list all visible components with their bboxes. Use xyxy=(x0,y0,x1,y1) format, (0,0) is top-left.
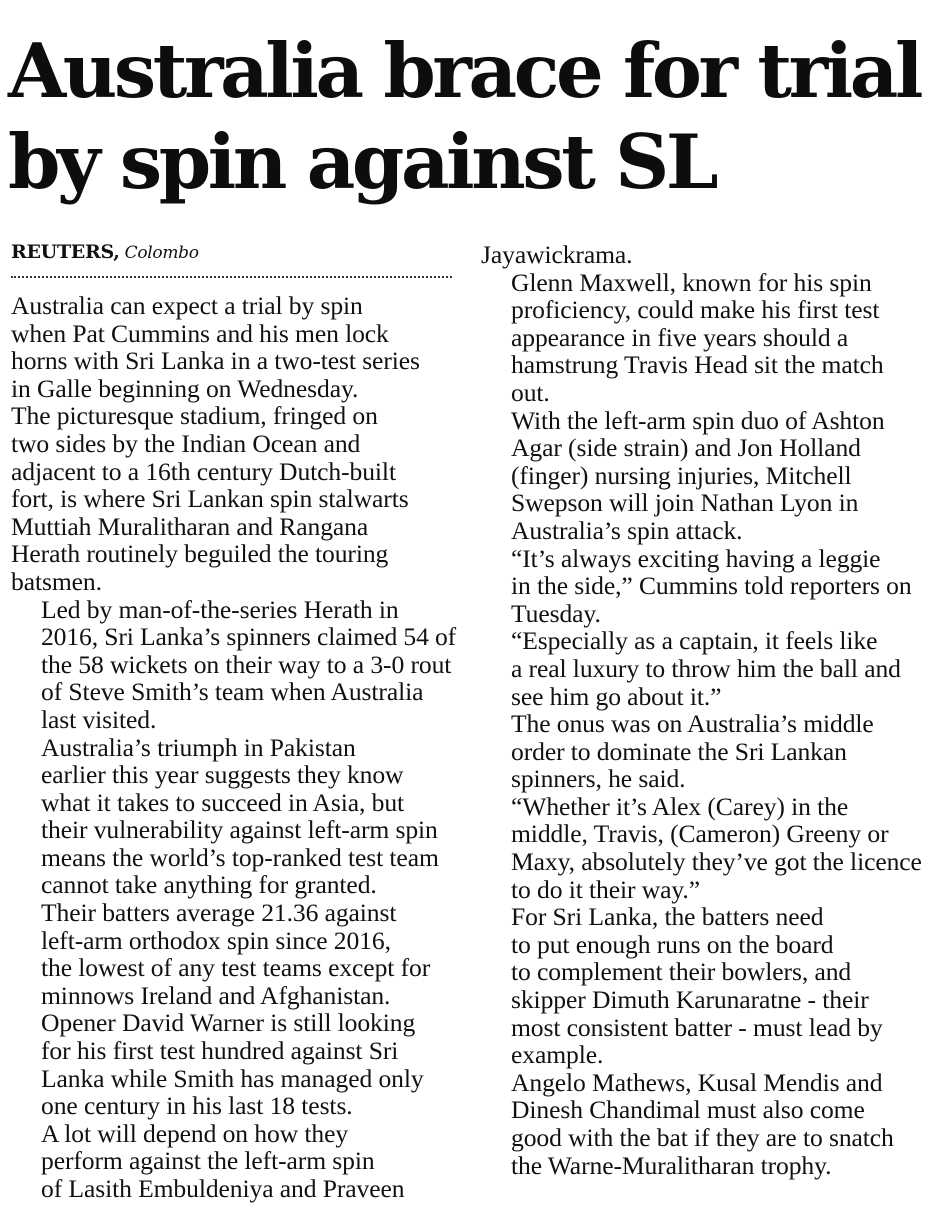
paragraph-line: Muttiah Muralitharan and Rangana xyxy=(11,511,369,541)
paragraph-line: Jayawickrama. xyxy=(481,240,633,269)
paragraph-line: most consistent batter - must lead by xyxy=(511,1012,883,1042)
article-paragraph xyxy=(481,627,926,710)
paragraph-line: the 58 wickets on their way to a 3-0 rout xyxy=(41,649,452,679)
paragraph-line: Swepson will join Nathan Lyon in xyxy=(511,488,859,518)
paragraph-line: proficiency, could make his first test xyxy=(511,295,880,325)
article-paragraph xyxy=(11,292,456,596)
article-paragraph xyxy=(11,1120,456,1203)
paragraph-line: one century in his last 18 tests. xyxy=(41,1091,353,1121)
paragraph-line: For Sri Lanka, the batters need xyxy=(511,902,824,932)
paragraph-line: Australia’s triumph in Pakistan xyxy=(41,732,356,762)
paragraph-line: good with the bat if they are to snatch xyxy=(511,1123,894,1152)
paragraph-line: The onus was on Australia’s middle xyxy=(511,709,874,739)
paragraph-line: adjacent to a 16th century Dutch-built xyxy=(11,456,396,486)
paragraph-line: batsmen. xyxy=(11,566,102,596)
article-column-left xyxy=(11,292,456,1203)
article-paragraph xyxy=(11,596,456,734)
paragraph-line: Their batters average 21.36 against xyxy=(41,898,397,928)
paragraph-line: Lanka while Smith has managed only xyxy=(41,1063,424,1093)
paragraph-line: Maxy, absolutely they’ve got the licence xyxy=(511,847,922,877)
article-paragraph xyxy=(481,407,926,545)
article-paragraph xyxy=(11,1009,456,1119)
paragraph-line: horns with Sri Lanka in a two-test series xyxy=(11,346,420,376)
article-paragraph xyxy=(481,710,926,793)
paragraph-line: in Galle beginning on Wednesday. xyxy=(11,373,359,403)
paragraph-line: 2016, Sri Lanka’s spinners claimed 54 of xyxy=(41,622,457,652)
paragraph-line: their vulnerability against left-arm spin xyxy=(41,815,438,845)
paragraph-line: example. xyxy=(511,1040,604,1070)
byline xyxy=(11,241,451,271)
paragraph-line: appearance in five years should a xyxy=(511,322,849,352)
article-paragraph xyxy=(481,269,926,407)
paragraph-line: Angelo Mathews, Kusal Mendis and xyxy=(511,1067,883,1097)
paragraph-line: Led by man-of-the-series Herath in xyxy=(41,594,399,624)
paragraph-line: Agar (side strain) and Jon Holland xyxy=(511,433,861,463)
paragraph-line: see him go about it.” xyxy=(511,681,722,711)
paragraph-line: perform against the left-arm spin xyxy=(41,1146,375,1176)
headline-line-1: Australia brace for trial xyxy=(8,27,921,115)
paragraph-line: The picturesque stadium, fringed on xyxy=(11,401,378,431)
article-paragraph xyxy=(481,793,926,903)
article-paragraph xyxy=(11,734,456,900)
paragraph-line: Herath routinely beguiled the touring xyxy=(11,539,389,569)
paragraph-line: for his first test hundred against Sri xyxy=(41,1036,399,1066)
paragraph-line: of Steve Smith’s team when Australia xyxy=(41,677,424,707)
article-paragraph xyxy=(11,899,456,1009)
paragraph-line: “Especially as a captain, it feels like xyxy=(511,626,878,656)
paragraph-line: “It’s always exciting having a leggie xyxy=(511,543,881,573)
paragraph-line: (finger) nursing injuries, Mitchell xyxy=(511,460,852,490)
paragraph-line: earlier this year suggests they know xyxy=(41,760,404,790)
paragraph-line: the lowest of any test teams except for xyxy=(41,953,431,983)
article-paragraph xyxy=(481,903,926,1069)
paragraph-line: to do it their way.” xyxy=(511,874,700,904)
paragraph-line: Dinesh Chandimal must also come xyxy=(511,1095,865,1125)
article-headline xyxy=(8,26,926,208)
paragraph-line: Opener David Warner is still looking xyxy=(41,1008,416,1038)
paragraph-line: of Lasith Embuldeniya and Praveen xyxy=(41,1174,405,1203)
byline-agency: REUTERS, xyxy=(11,241,120,263)
article-paragraph xyxy=(481,545,926,628)
paragraph-line: “Whether it’s Alex (Carey) in the xyxy=(511,791,849,821)
byline-place: Colombo xyxy=(124,243,199,263)
paragraph-line: left-arm orthodox spin since 2016, xyxy=(41,925,391,955)
paragraph-line: two sides by the Indian Ocean and xyxy=(11,428,361,458)
paragraph-line: middle, Travis, (Cameron) Greeny or xyxy=(511,819,889,849)
paragraph-line: in the side,” Cummins told reporters on xyxy=(511,571,912,601)
paragraph-line: out. xyxy=(511,377,550,407)
paragraph-line: With the left-arm spin duo of Ashton xyxy=(511,405,885,435)
paragraph-line: Australia can expect a trial by spin xyxy=(11,291,363,320)
paragraph-line: to complement their bowlers, and xyxy=(511,957,852,987)
paragraph-line: spinners, he said. xyxy=(511,764,686,794)
article-paragraph xyxy=(481,1069,926,1179)
headline-line-2: by spin against SL xyxy=(8,118,716,206)
paragraph-line: a real luxury to throw him the ball and xyxy=(511,653,901,683)
paragraph-line: Australia’s spin attack. xyxy=(511,515,743,545)
paragraph-line: cannot take anything for granted. xyxy=(41,870,377,900)
article-column-right xyxy=(481,241,926,1179)
paragraph-line: when Pat Cummins and his men lock xyxy=(11,318,389,348)
paragraph-line: A lot will depend on how they xyxy=(41,1118,349,1148)
paragraph-line: hamstrung Travis Head sit the match xyxy=(511,350,884,380)
paragraph-line: minnows Ireland and Afghanistan. xyxy=(41,980,391,1010)
byline-divider xyxy=(11,276,452,278)
paragraph-line: Glenn Maxwell, known for his spin xyxy=(511,267,872,297)
paragraph-line: order to dominate the Sri Lankan xyxy=(511,736,847,766)
paragraph-line: what it takes to succeed in Asia, but xyxy=(41,787,405,817)
paragraph-line: to put enough runs on the board xyxy=(511,929,834,959)
article-paragraph xyxy=(481,241,926,269)
paragraph-line: last visited. xyxy=(41,704,157,734)
paragraph-line: Tuesday. xyxy=(511,598,601,628)
paragraph-line: skipper Dimuth Karunaratne - their xyxy=(511,985,869,1015)
paragraph-line: the Warne-Muralitharan trophy. xyxy=(511,1150,832,1180)
paragraph-line: means the world’s top-ranked test team xyxy=(41,842,439,872)
paragraph-line: fort, is where Sri Lankan spin stalwarts xyxy=(11,484,409,514)
